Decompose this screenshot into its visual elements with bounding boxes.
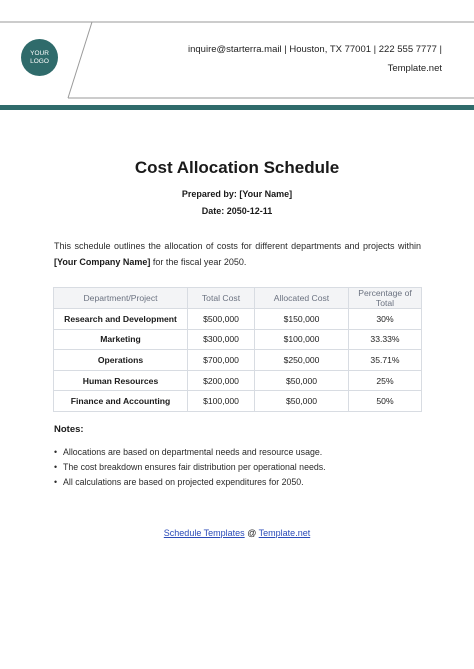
department-cell: Marketing bbox=[54, 329, 188, 350]
bullet-icon: • bbox=[54, 447, 58, 457]
column-header: Percentage of Total bbox=[349, 288, 422, 309]
notes-list bbox=[54, 445, 326, 490]
allocated-cost-cell: $50,000 bbox=[255, 391, 349, 412]
company-name-placeholder: [Your Company Name] bbox=[54, 257, 151, 267]
note-text: Allocations are based on departmental needs and resource usage. bbox=[63, 447, 323, 457]
percentage-cell: 35.71% bbox=[349, 350, 422, 371]
schedule-templates-link[interactable]: Schedule Templates bbox=[163, 528, 245, 538]
header-decoration bbox=[0, 0, 474, 112]
company-logo bbox=[21, 39, 58, 76]
total-cost-cell: $200,000 bbox=[188, 370, 255, 391]
list-item bbox=[54, 445, 326, 460]
list-item bbox=[54, 460, 326, 475]
percentage-cell: 33.33% bbox=[349, 329, 422, 350]
percentage-cell: 50% bbox=[349, 391, 422, 412]
table-row bbox=[54, 309, 422, 330]
allocated-cost-cell: $50,000 bbox=[255, 370, 349, 391]
department-cell: Finance and Accounting bbox=[54, 391, 188, 412]
page-header bbox=[0, 0, 474, 112]
logo-text-line2: LOGO bbox=[30, 57, 49, 65]
department-cell: Human Resources bbox=[54, 370, 188, 391]
department-cell: Operations bbox=[54, 350, 188, 371]
percentage-cell: 30% bbox=[349, 309, 422, 330]
allocated-cost-cell: $100,000 bbox=[255, 329, 349, 350]
total-cost-cell: $700,000 bbox=[188, 350, 255, 371]
contact-info: inquire@starterra.mail | Houston, TX 77001 | 222 555 7777 | bbox=[188, 44, 442, 55]
document-title: Cost Allocation Schedule bbox=[134, 158, 340, 177]
document-date: Date: 2050-12-11 bbox=[201, 206, 273, 216]
column-header: Allocated Cost bbox=[255, 288, 349, 309]
allocated-cost-cell: $250,000 bbox=[255, 350, 349, 371]
total-cost-cell: $100,000 bbox=[188, 391, 255, 412]
table-header-row bbox=[54, 288, 422, 309]
table-row bbox=[54, 350, 422, 371]
percentage-cell: 25% bbox=[349, 370, 422, 391]
table-row bbox=[54, 370, 422, 391]
website-text: Template.net bbox=[387, 63, 442, 74]
template-net-link[interactable]: Template.net bbox=[258, 528, 311, 538]
allocated-cost-cell: $150,000 bbox=[255, 309, 349, 330]
footer-separator: @ bbox=[244, 528, 259, 538]
department-cell: Research and Development bbox=[54, 309, 188, 330]
intro-text-start: This schedule outlines the allocation of costs for different departments and projects within bbox=[54, 241, 421, 251]
prepared-by: Prepared by: [Your Name] bbox=[181, 189, 293, 199]
cost-allocation-table bbox=[53, 287, 422, 412]
table-row bbox=[54, 391, 422, 412]
bullet-icon: • bbox=[54, 477, 58, 487]
logo-text-line1: YOUR bbox=[30, 50, 49, 57]
note-text: All calculations are based on projected expenditures for 2050. bbox=[63, 477, 304, 487]
notes-heading: Notes: bbox=[54, 424, 84, 435]
column-header: Department/Project bbox=[54, 288, 188, 309]
total-cost-cell: $500,000 bbox=[188, 309, 255, 330]
page-footer bbox=[0, 528, 474, 538]
intro-paragraph bbox=[54, 238, 421, 270]
bullet-icon: • bbox=[54, 462, 58, 472]
column-header: Total Cost bbox=[188, 288, 255, 309]
table-row bbox=[54, 329, 422, 350]
total-cost-cell: $300,000 bbox=[188, 329, 255, 350]
intro-text-end: for the fiscal year 2050. bbox=[150, 257, 247, 267]
list-item bbox=[54, 475, 326, 490]
note-text: The cost breakdown ensures fair distribution per operational needs. bbox=[63, 462, 326, 472]
